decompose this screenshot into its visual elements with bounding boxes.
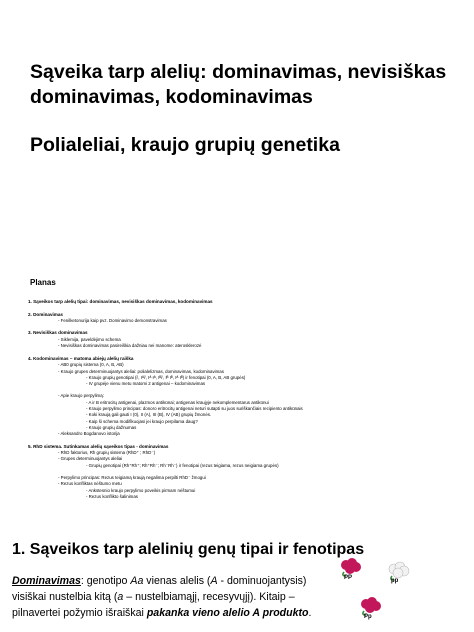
plan-item: - Nevisiškas dominavimas pasireiškia dažniau nei manome: aterosklerozė <box>58 343 202 349</box>
plan-item: - AB0 grupių sistema (0, A, B, AB) <box>58 362 124 368</box>
plan-section-heading: 1. Sąveikos tarp alelių tipai: dominavimas, nevisiškas dominavimas, kodominavimas <box>28 299 213 304</box>
text-part: – nustelbiamąjį, recesyvųjį). Kitaip – pilnavertei požymio išraiškai <box>12 591 295 619</box>
plan-item: - Siklemija, paveldėjimo schema <box>58 337 121 343</box>
plan-item: - IV grupėje vienu metu matomi 2 antigenai – kodominavimas <box>86 381 206 387</box>
plan-section <box>28 444 448 501</box>
plan-item: - Ankstesnio kraujo perpylimo poveikis pirmam nėštumui <box>86 487 196 493</box>
plan-section-heading: 3. Nevisiškas dominavimas <box>28 330 88 336</box>
plan-item: - Aleksandro Bogdanovo istorija <box>58 431 120 437</box>
text-part: : genotipo <box>80 575 131 587</box>
plan-section-heading: 4. Kodominavimas – matoma abiejų alelių raiška <box>28 355 134 361</box>
plan-item: - Fenilketonurija kaip pvz. Dominavimo demonstravimas <box>58 318 167 324</box>
plan-item: - Apie kraujo perpylimą: <box>58 393 104 399</box>
plan-item: - RhD faktorius, Rh grupių sistema (RhD⁺ ; RhD⁻) <box>58 450 156 456</box>
slide-title: Sąveika tarp alelių: dominavimas, nevisiškas dominavimas, kodominavimas <box>30 61 447 108</box>
flower-pink-head <box>341 558 361 576</box>
text-part: - dominuojantysis) visiškai nustelbia kitą ( <box>12 575 307 603</box>
plan-section-heading: 5. RhD sistema. Sutinkamas alelių sąveikos tipas - dominavimas <box>28 443 169 449</box>
emphasis: pakanka vieno alelio A produkto <box>146 607 309 619</box>
plan-item: - Perpylimo principas: Rezus teigiamą kraują negalima perpilti RhD⁻ žmogui <box>58 475 206 481</box>
plan-item: - Grupių genotipai (Rh⁺Rh⁺; Rh⁺Rh⁻; Rh⁻Rh⁻) ir fenotipai (rezus teigiama, rezus neigiama grupės) <box>86 462 279 468</box>
plan-item: - Kaip ši schema modifikuojasi jei kraujo perpilama daug? <box>86 418 198 424</box>
section-heading: 1. Sąveikos tarp alelinių genų tipai ir fenotipas <box>12 541 365 558</box>
plan-item: - Kraujo grupes determinuojantys aleliai: polialelizmas, dominavimas, kodominavimas <box>58 368 224 374</box>
plan-title: Planas <box>30 278 56 287</box>
allele-recessive: a <box>117 591 124 603</box>
allele-dominant: A <box>210 575 218 587</box>
plan-section <box>28 330 448 349</box>
plan-slide <box>28 278 448 506</box>
title-slide <box>0 0 474 250</box>
plan-outline <box>28 299 448 500</box>
plan-section-heading: 2. Dominavimas <box>28 311 63 317</box>
plan-item: - Kraujo perpylimo principas: donoro eritrocitų antigenai neturi sutapti su juos suriškančiais recipiento antikūnais <box>86 406 303 412</box>
plan-item: - Rezus konflikto šalinimas <box>86 493 138 499</box>
plan-section <box>28 356 448 438</box>
text-part: vienas alelis ( <box>143 575 211 587</box>
plan-item: - Kraujo grupių dažnumas <box>86 424 137 430</box>
plan-item: - Grupes determinuojantys aleliai <box>58 456 123 462</box>
plan-item: - Koki kraują gali gauti I (0), II (A), III (B), IV (AB) grupių žmonės. <box>86 412 212 418</box>
flower-hybrid-head <box>361 597 381 615</box>
plan-item: - Rezus konfliktas nėštumo metu <box>58 481 122 487</box>
term-dominance: Dominavimas <box>12 575 81 587</box>
plan-item: - A ir B eritrocitų antigenai, plazmos antikūnai; antigenas kraujyje nekomplementarus antikūnui <box>86 399 269 405</box>
text-part: . <box>308 607 312 619</box>
plan-item: - Kraujo grupių genotipai (iⁱ, Iᴬiⁱ, Iᴬ Iᴬ, Iᴮiⁱ, Iᴮ Iᴮ, Iᴬ Iᴮ) ir fenotipai (0, A, B, AB grupės) <box>86 374 246 380</box>
dominance-paragraph <box>12 573 330 621</box>
plan-section <box>28 299 448 306</box>
slide-subtitle: Polialeliai, kraujo grupių genetika <box>30 134 340 156</box>
plan-section <box>28 312 448 325</box>
flower-label-pp-dominant: PP <box>344 575 353 581</box>
flower-label-pp-recessive: pp <box>391 578 399 584</box>
flower-label-hybrid: Pp <box>364 614 372 620</box>
genotype: Aa <box>130 575 144 587</box>
flower-white-icon <box>386 560 412 582</box>
